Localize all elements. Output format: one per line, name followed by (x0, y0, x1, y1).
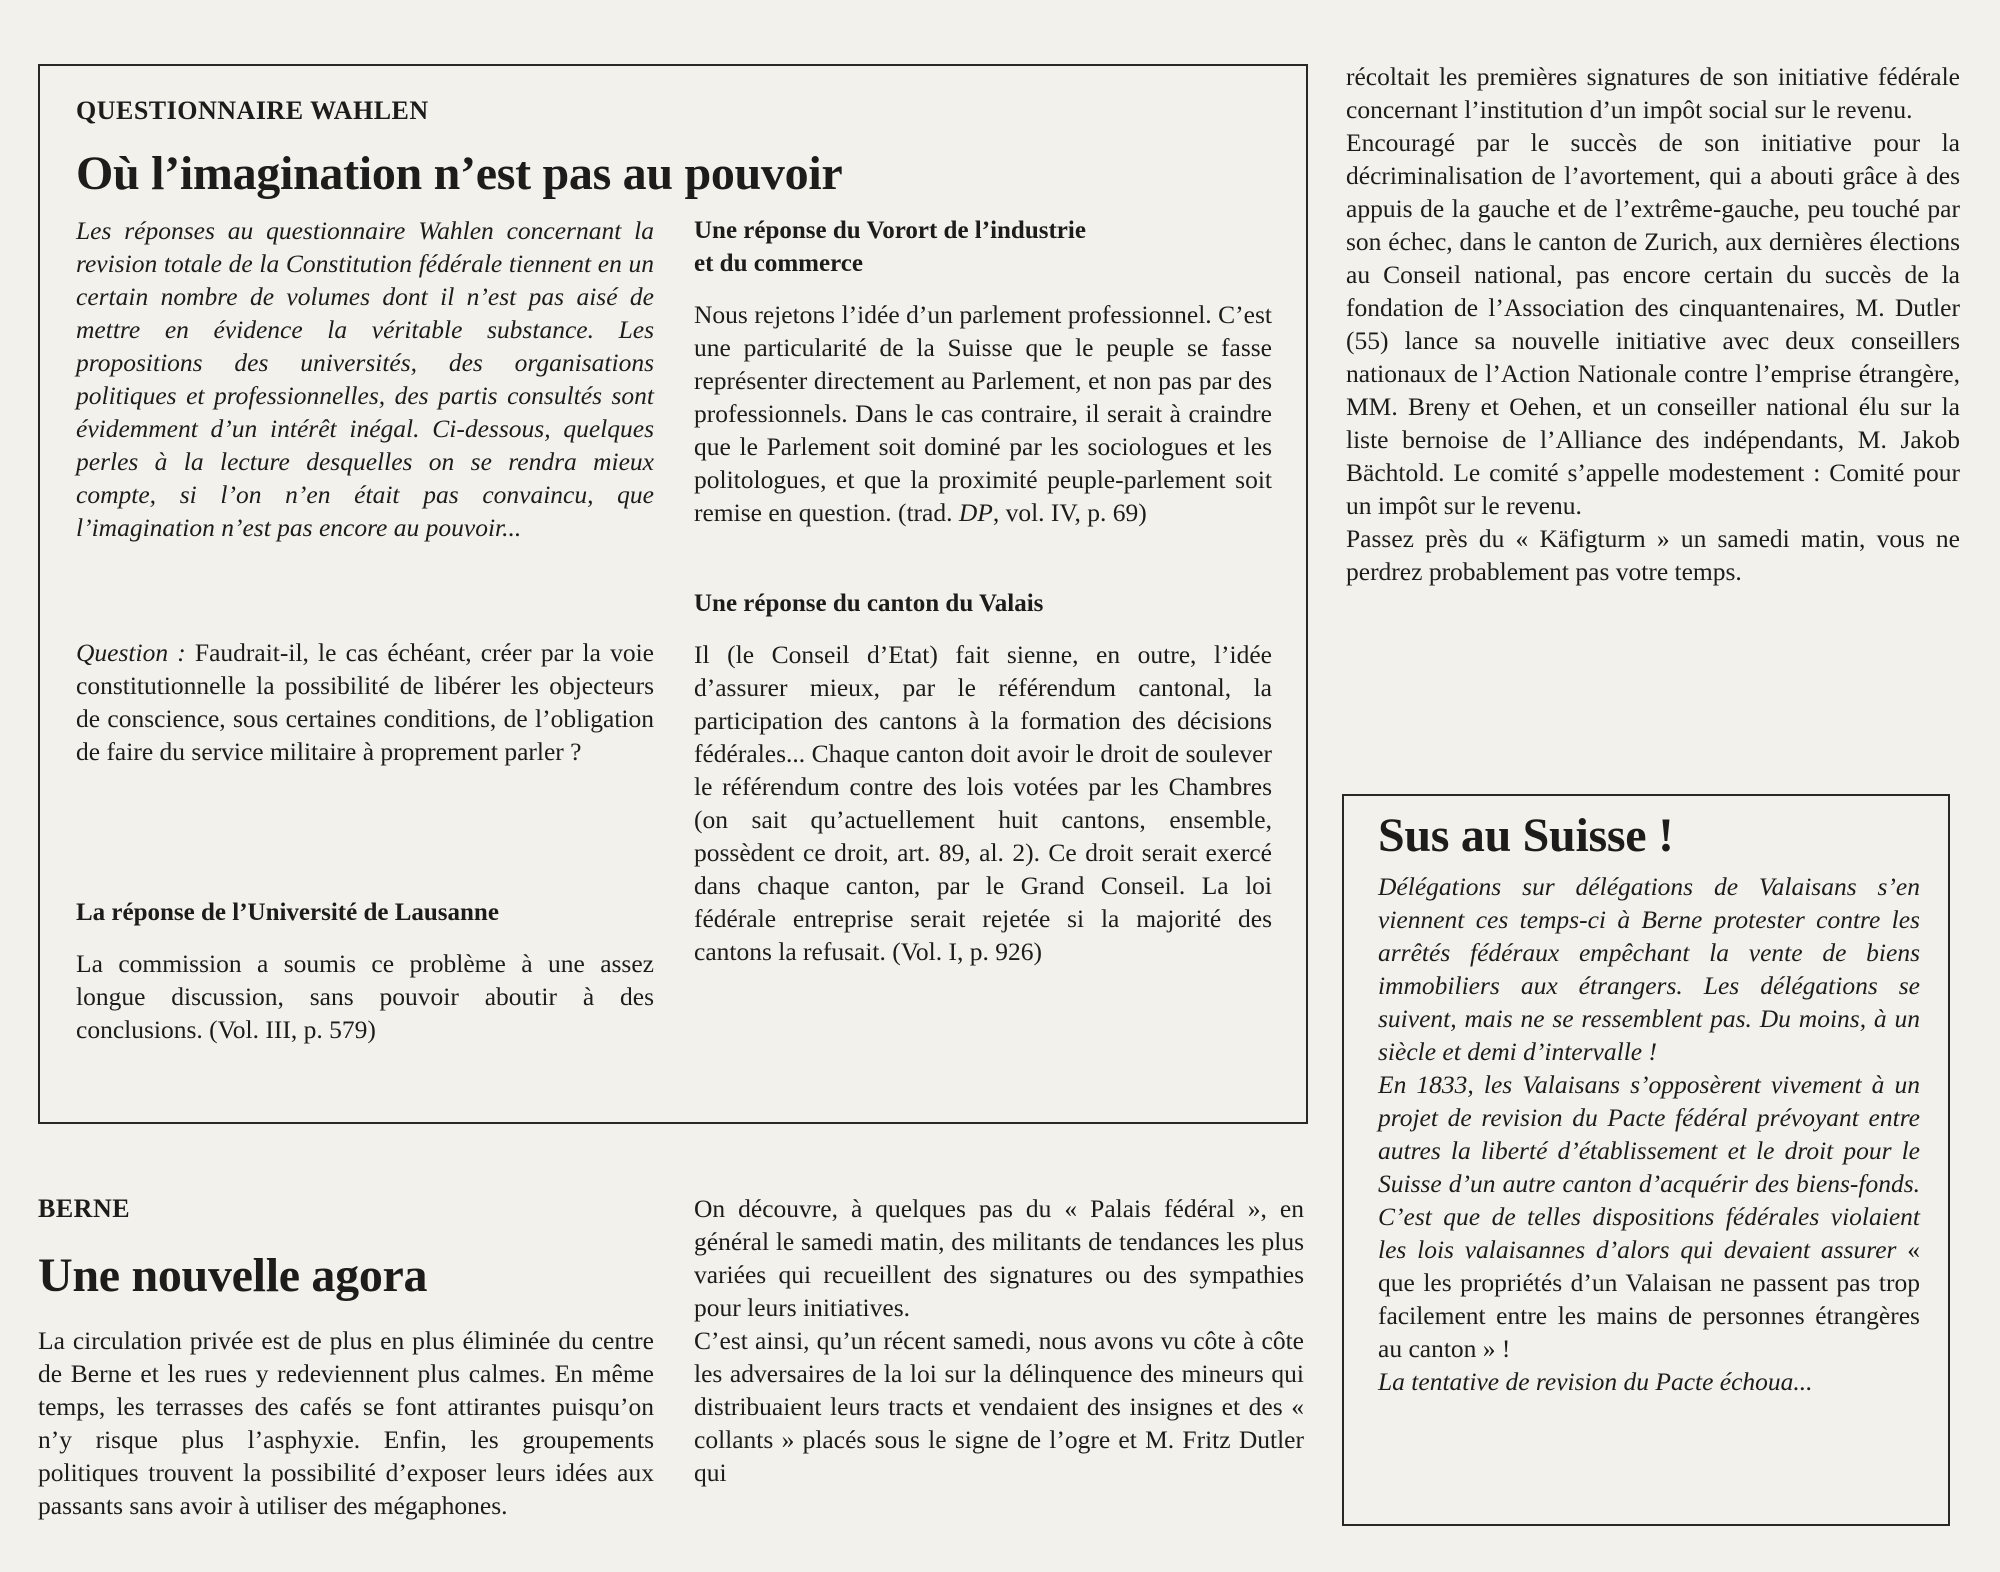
suisse-para-3: La tentative de revision du Pacte échoua... (1378, 1367, 1813, 1396)
right-para-3: Passez près du « Käfigturm » un samedi matin, vous ne perdrez probablement pas votre temps. (1346, 524, 1960, 586)
berne-column-2 (694, 1192, 1304, 1489)
vorort-title (694, 214, 1272, 280)
berne-text-1: La circulation privée est de plus en plus éliminée du centre de Berne et les rues y redeviennent plus calmes. En même temps, les terrasses des cafés se font attirantes puisqu’on n’y risque plus l’asphyxie. Enfin, les groupements politiques trouvent la possibilité d’exposer leurs idées aux passants sans avoir à utiliser des mégaphones. (38, 1326, 654, 1520)
suisse-para-2-quote: « que les propriétés d’un Valaisan ne passent pas trop facilement entre les mains de personnes étrangères au canton » ! (1378, 1235, 1920, 1363)
suisse-title: Sus au Suisse ! (1378, 809, 1674, 862)
berne-column-1 (38, 1324, 654, 1522)
vorort-text-dp: DP (958, 498, 993, 527)
question-text: Faudrait-il, le cas échéant, créer par la voie constitutionnelle la possibilité de libérer les objecteurs de conscience, sous certaines conditions, de l’obligation de faire du service militaire à proprement parler ? (76, 638, 654, 766)
berne-title: Une nouvelle agora (38, 1249, 428, 1302)
vorort-text (694, 298, 1272, 529)
questionnaire-left-column (76, 214, 654, 1046)
berne-kicker: BERNE (38, 1194, 131, 1223)
right-para-2: Encouragé par le succès de son initiative pour la décriminalisation de l’avortement, qui a abouti grâce à des appuis de la gauche et de l’extrême-gauche, peu touché par son échec, dans le canton de Zurich, aux dernières élections au Conseil national, pas encore certain du succès de la fondation de l’Association des cinquantenaires, M. Dutler (55) lance sa nouvelle initiative avec deux conseillers nationaux de l’Action Nationale contre l’emprise étrangère, MM. Breny et Oehen, et un conseiller national élu sur la liste bernoise de l’Alliance des indépendants, M. Jakob Bächtold. Le comité s’appelle modestement : Comité pour un impôt sur le revenu. (1346, 128, 1960, 520)
right-column-text (1346, 60, 1960, 588)
question-paragraph (76, 636, 654, 768)
suisse-para-2-main: En 1833, les Valaisans s’opposèrent vivement à un projet de revision du Pacte fédéral prévoyant entre autres la liberté d’établissement et le droit pour le Suisse d’un autre canton d’acquérir des biens-fonds. C’est que de telles dispositions fédérales violaient les lois valaisannes d’alors qui devaient assurer (1378, 1070, 1920, 1264)
lausanne-text: La commission a soumis ce problème à une assez longue discussion, sans pouvoir aboutir à des conclusions. (Vol. III, p. 579) (76, 949, 654, 1044)
vorort-title-line-2: et du commerce (694, 250, 863, 277)
berne-text-2a: On découvre, à quelques pas du « Palais fédéral », en général le samedi matin, des militants de tendances les plus variées qui recueillent des signatures ou des sympathies pour leurs initiatives. (694, 1194, 1304, 1322)
berne-text-2b: C’est ainsi, qu’un récent samedi, nous avons vu côte à côte les adversaires de la loi sur la délinquence des mineurs qui distribuaient leurs tracts et vendaient des insignes et des « collants » placés sous le signe de l’ogre et M. Fritz Dutler qui (694, 1326, 1304, 1487)
suisse-text (1378, 870, 1920, 1398)
vorort-title-line-1: Une réponse du Vorort de l’industrie (694, 217, 1086, 244)
vorort-text-ref: , vol. IV, p. 69) (992, 498, 1147, 527)
question-label: Question : (76, 638, 186, 667)
questionnaire-kicker: QUESTIONNAIRE WAHLEN (76, 96, 429, 125)
questionnaire-title: Où l’imagination n’est pas au pouvoir (76, 147, 843, 200)
vorort-text-main: Nous rejetons l’idée d’un parlement professionnel. C’est une particularité de la Suisse que le peuple se fasse représenter directement au Parlement, et non pas par des professionnels. Dans le cas contraire, il serait à craindre que le Parlement soit dominé par les sociologues et les politologues, et que la proximité peuple-parlement soit remise en question. (trad. (694, 300, 1272, 527)
valais-text: Il (le Conseil d’Etat) fait sienne, en outre, l’idée d’assurer mieux, par le référendum cantonal, la participation des cantons à la formation des décisions fédérales... Chaque canton doit avoir le droit de soulever le référendum contre des lois votées par les Chambres (on sait qu’actuellement huit cantons, ensemble, possèdent ce droit, art. 89, al. 2). Ce droit serait exercé dans chaque canton, par le Grand Conseil. La loi fédérale entreprise serait rejetée si la majorité des cantons la refusait. (Vol. I, p. 926) (694, 640, 1272, 966)
questionnaire-right-column (694, 214, 1272, 968)
valais-title: Une réponse du canton du Valais (694, 590, 1044, 617)
suisse-para-2 (1378, 1068, 1920, 1365)
right-para-1: récoltait les premières signatures de son initiative fédérale concernant l’institution d’un impôt social sur le revenu. (1346, 62, 1960, 124)
suisse-para-1: Délégations sur délégations de Valaisans s’en viennent ces temps-ci à Berne protester contre les arrêtés fédéraux empêchant la vente de biens immobiliers aux étrangers. Les délégations se suivent, mais ne se ressemblent pas. Du moins, à un siècle et demi d’intervalle ! (1378, 872, 1920, 1066)
lausanne-title: La réponse de l’Université de Lausanne (76, 899, 499, 926)
questionnaire-intro: Les réponses au questionnaire Wahlen concernant la revision totale de la Constitution fédérale tiennent en un certain nombre de volumes dont il n’est pas aisé de mettre en évidence la véritable substance. Les propositions des universités, des organisations politiques et professionnelles, des partis consultés sont évidemment d’un intérêt inégal. Ci-dessous, quelques perles à la lecture desquelles on se rendra mieux compte, si l’on n’en était pas convaincu, que l’imagination n’est pas encore au pouvoir... (76, 216, 654, 542)
